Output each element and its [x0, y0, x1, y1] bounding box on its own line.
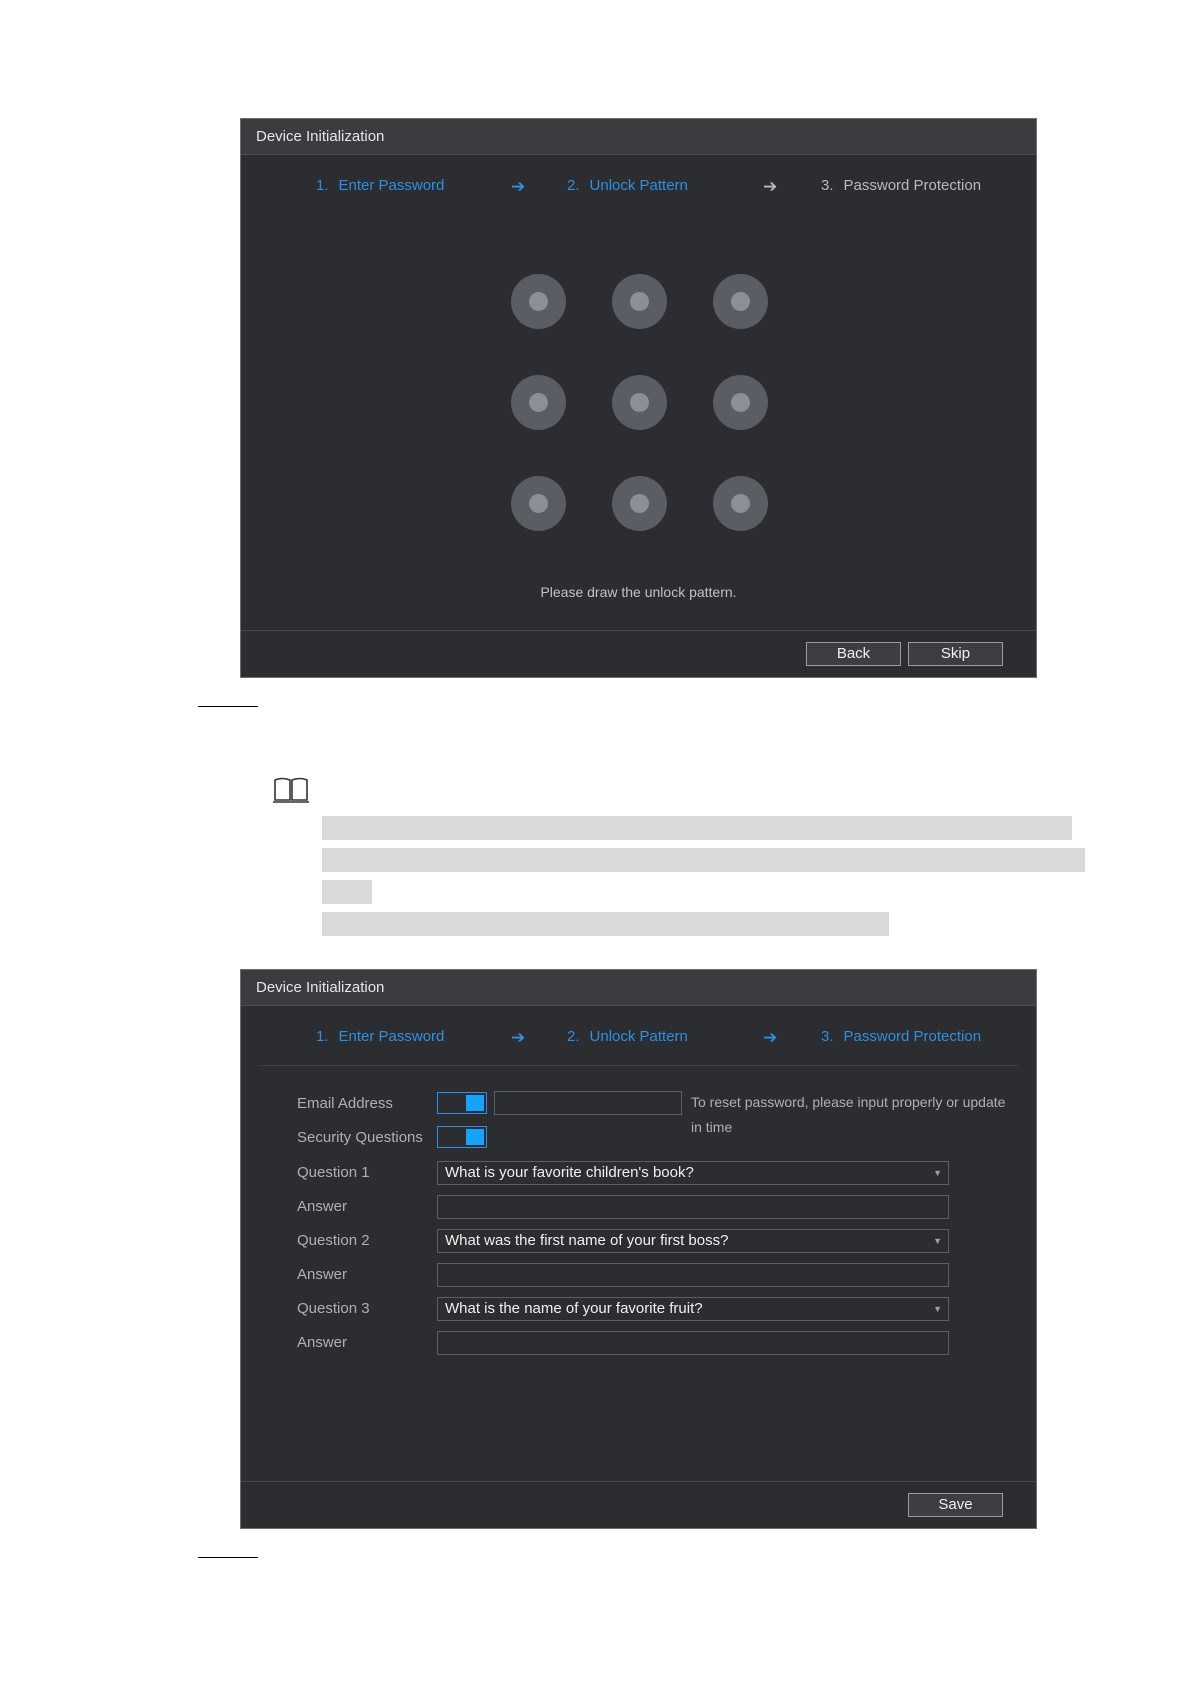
caption-rule	[198, 706, 258, 707]
pattern-dot[interactable]	[612, 476, 667, 531]
answer-3-input[interactable]	[437, 1331, 949, 1355]
security-questions-label: Security Questions	[297, 1129, 423, 1146]
pattern-dot[interactable]	[511, 476, 566, 531]
step-unlock-pattern: 2. Unlock Pattern	[567, 177, 688, 194]
step-arrow-icon: ➔	[511, 177, 526, 196]
protection-dialog	[240, 969, 1037, 1529]
step-arrow-icon: ➔	[763, 177, 778, 196]
question-1-label: Question 1	[297, 1164, 370, 1181]
reset-tip: To reset password, please input properly or update in time	[691, 1094, 1006, 1135]
step-arrow-icon: ➔	[763, 1028, 778, 1047]
step-unlock-pattern: 2. Unlock Pattern	[567, 1028, 688, 1045]
step-password-protection: 3. Password Protection	[821, 177, 982, 194]
email-toggle[interactable]	[437, 1092, 487, 1114]
back-button[interactable]: Back	[806, 642, 901, 666]
step-enter-password: 1. Enter Password	[316, 177, 445, 194]
security-questions-toggle[interactable]	[437, 1126, 487, 1148]
dialog-title: Device Initialization	[256, 128, 385, 145]
wizard-steps	[241, 1028, 1036, 1050]
chevron-down-icon: ▼	[933, 1304, 942, 1314]
pattern-dialog	[240, 118, 1037, 678]
redacted-text-line	[322, 816, 1072, 840]
toggle-knob	[466, 1129, 484, 1145]
toggle-knob	[466, 1095, 484, 1111]
pattern-dot[interactable]	[713, 375, 768, 430]
pattern-grid[interactable]	[511, 274, 751, 514]
step-arrow-icon: ➔	[511, 1028, 526, 1047]
pattern-dot[interactable]	[511, 274, 566, 329]
pattern-dot[interactable]	[612, 375, 667, 430]
dialog-titlebar	[241, 970, 1036, 1006]
note-book-icon	[272, 776, 310, 804]
steps-divider	[259, 1065, 1018, 1066]
pattern-dot[interactable]	[612, 274, 667, 329]
question-2-label: Question 2	[297, 1232, 370, 1249]
chevron-down-icon: ▼	[933, 1236, 942, 1246]
question-3-label: Question 3	[297, 1300, 370, 1317]
redacted-text-line	[322, 912, 889, 936]
answer-1-label: Answer	[297, 1198, 348, 1215]
answer-1-input[interactable]	[437, 1195, 949, 1219]
redacted-text-line	[322, 848, 1085, 872]
answer-3-label: Answer	[297, 1334, 348, 1351]
pattern-dot[interactable]	[713, 476, 768, 531]
chevron-down-icon: ▼	[933, 1168, 942, 1178]
dialog-title: Device Initialization	[256, 979, 385, 996]
wizard-steps	[241, 177, 1036, 199]
redacted-text-line	[322, 880, 372, 904]
question-3-select[interactable]: What is the name of your favorite fruit? ▼	[437, 1297, 949, 1321]
question-2-select[interactable]: What was the first name of your first boss? ▼	[437, 1229, 949, 1253]
dialog-footer	[241, 630, 1036, 677]
email-input[interactable]	[494, 1091, 682, 1115]
caption-rule	[198, 1557, 258, 1558]
dialog-titlebar	[241, 119, 1036, 155]
answer-2-input[interactable]	[437, 1263, 949, 1287]
dialog-footer	[241, 1481, 1036, 1528]
email-address-label: Email Address	[297, 1095, 393, 1112]
save-button[interactable]: Save	[908, 1493, 1003, 1517]
pattern-dot[interactable]	[713, 274, 768, 329]
pattern-hint: Please draw the unlock pattern.	[540, 584, 737, 600]
step-password-protection: 3. Password Protection	[821, 1028, 982, 1045]
question-1-select[interactable]: What is your favorite children's book? ▼	[437, 1161, 949, 1185]
pattern-dot[interactable]	[511, 375, 566, 430]
step-enter-password: 1. Enter Password	[316, 1028, 445, 1045]
answer-2-label: Answer	[297, 1266, 348, 1283]
skip-button[interactable]: Skip	[908, 642, 1003, 666]
